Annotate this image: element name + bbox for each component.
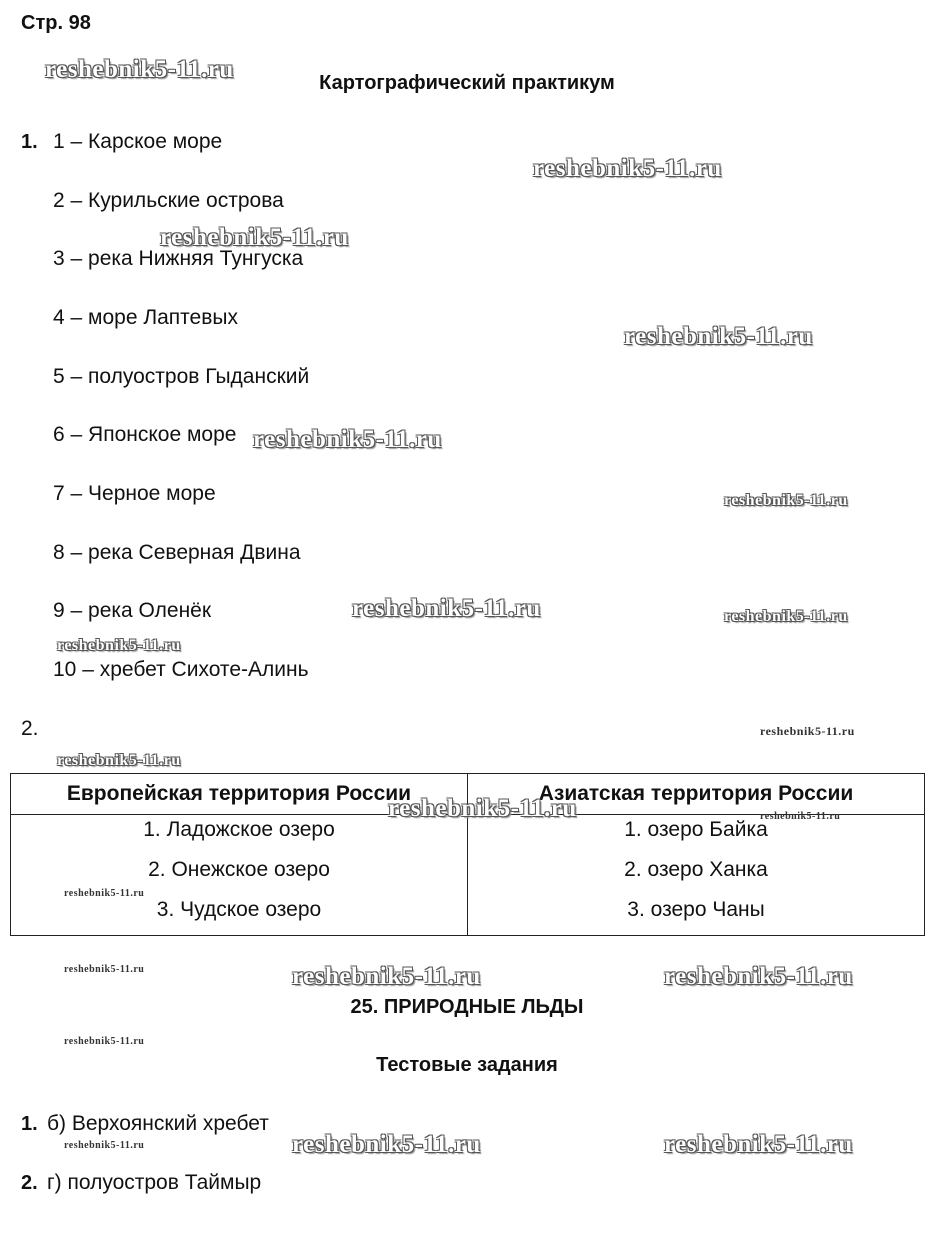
answer1-text: б) Верхоянский хребет (47, 1112, 269, 1135)
asian-lake-2: 2. озеро Ханка (624, 858, 768, 881)
watermark: reshebnik5-11.ru (64, 964, 145, 975)
watermark: reshebnik5-11.ru (253, 426, 442, 453)
task1-item-2: 2 – Курильские острова (53, 189, 284, 212)
european-lake-2: 2. Онежское озеро (148, 858, 330, 881)
section-title-practicum: Картографический практикум (319, 72, 615, 94)
task1-item-3: 3 – река Нижняя Тунгуска (53, 247, 304, 270)
watermark: reshebnik5-11.ru (57, 637, 181, 654)
header-asian: Азиатская территория России (468, 774, 925, 815)
watermark: reshebnik5-11.ru (57, 752, 181, 769)
task1-item-8: 8 – река Северная Двина (53, 541, 301, 564)
section-subtitle-tests: Тестовые задания (376, 1054, 558, 1076)
european-lake-3: 3. Чудское озеро (156, 898, 322, 921)
cell-asian (468, 815, 925, 936)
watermark: reshebnik5-11.ru (160, 224, 349, 251)
asian-lake-1: 1. озеро Байка (624, 818, 768, 841)
watermark: reshebnik5-11.ru (352, 595, 541, 622)
task1-item-10: 10 – хребет Сихоте-Алинь (53, 658, 309, 681)
task1-number: 1. (21, 131, 38, 153)
task1-item-1: 1 – Карское море (53, 130, 223, 153)
watermark: reshebnik5-11.ru (664, 1131, 853, 1158)
watermark: reshebnik5-11.ru (64, 888, 145, 899)
header-european: Европейская территория России (11, 774, 468, 815)
watermark: reshebnik5-11.ru (724, 492, 848, 509)
watermark: reshebnik5-11.ru (292, 1131, 481, 1158)
watermark: reshebnik5-11.ru (760, 811, 841, 822)
section-title-ice: 25. ПРИРОДНЫЕ ЛЬДЫ (350, 996, 584, 1018)
task1-item-9: 9 – река Оленёк (53, 599, 212, 622)
task1-item-4: 4 – море Лаптевых (53, 306, 238, 329)
asian-lake-3: 3. озеро Чаны (627, 898, 765, 921)
answer2-text: г) полуостров Таймыр (47, 1171, 262, 1194)
task2-number: 2. (21, 717, 39, 740)
task1-item-5: 5 – полуостров Гыданский (53, 365, 310, 388)
watermark: reshebnik5-11.ru (388, 795, 577, 822)
watermark: reshebnik5-11.ru (760, 724, 855, 738)
task1-item-6: 6 – Японское море (53, 423, 237, 446)
watermark: reshebnik5-11.ru (624, 323, 813, 350)
answer1-number: 1. (21, 1113, 38, 1135)
watermark: reshebnik5-11.ru (45, 56, 234, 83)
european-lake-1: 1. Ладожское озеро (143, 818, 335, 841)
watermark: reshebnik5-11.ru (724, 608, 848, 625)
watermark: reshebnik5-11.ru (292, 963, 481, 990)
watermark: reshebnik5-11.ru (664, 963, 853, 990)
table-header-row (11, 774, 925, 815)
answer2-number: 2. (21, 1172, 38, 1194)
cell-european (11, 815, 468, 936)
watermark: reshebnik5-11.ru (64, 1140, 145, 1151)
lakes-table (10, 773, 925, 936)
task1-item-7: 7 – Черное море (53, 482, 216, 505)
watermark: reshebnik5-11.ru (64, 1036, 145, 1047)
page-label: Стр. 98 (21, 12, 91, 34)
table-row (11, 815, 925, 936)
watermark: reshebnik5-11.ru (533, 155, 722, 182)
